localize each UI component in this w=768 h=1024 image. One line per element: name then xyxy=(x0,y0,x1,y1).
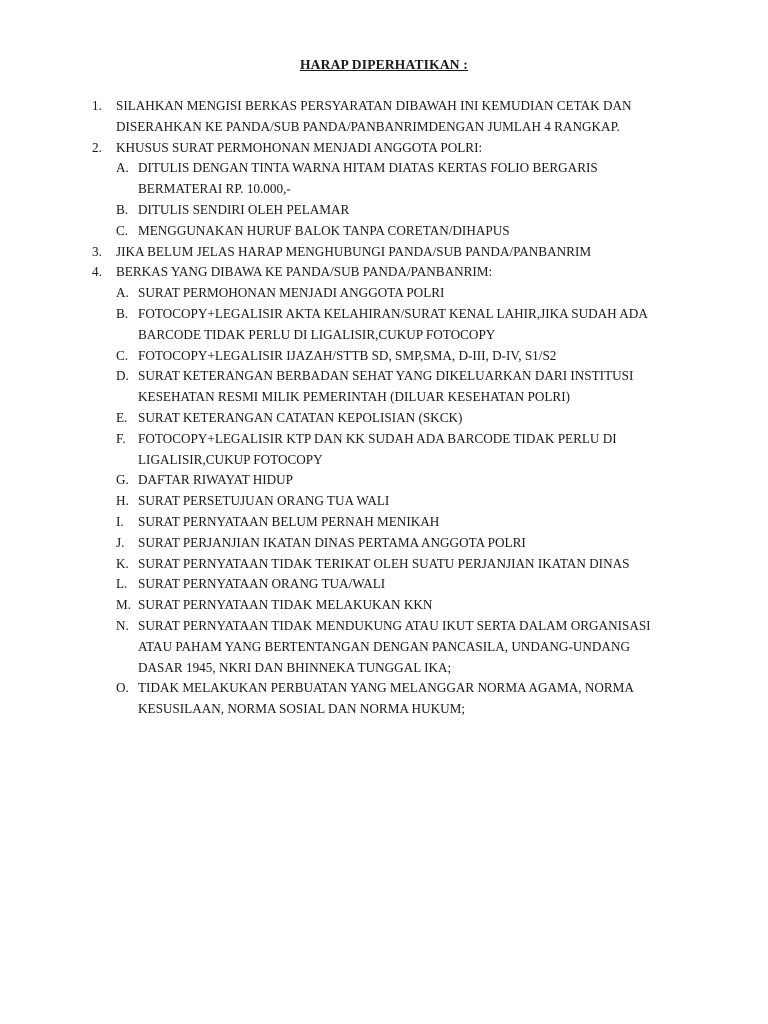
item-text: FOTOCOPY+LEGALISIR IJAZAH/STTB SD, SMP,SMA, D-III, D-IV, S1/S2 xyxy=(138,347,557,363)
numbered-item xyxy=(0,138,768,159)
item-marker: E. xyxy=(116,409,128,425)
numbered-item xyxy=(0,262,768,283)
item-text: DAFTAR RIWAYAT HIDUP xyxy=(138,472,294,488)
item-marker: C. xyxy=(116,347,129,363)
lettered-subitem xyxy=(0,221,768,242)
item-marker: M. xyxy=(116,597,132,613)
item-marker: H. xyxy=(116,493,129,509)
item-marker: A. xyxy=(116,285,129,301)
lettered-subitem xyxy=(0,158,768,200)
item-text: SURAT PERJANJIAN IKATAN DINAS PERTAMA ANGGOTA POLRI xyxy=(138,534,526,550)
item-text: JIKA BELUM JELAS HARAP MENGHUBUNGI PANDA/SUB PANDA/PANBANRIM xyxy=(116,243,592,259)
item-text: BERKAS YANG DIBAWA KE PANDA/SUB PANDA/PANBANRIM: xyxy=(116,264,493,280)
item-text: SURAT PERNYATAAN TIDAK MELAKUKAN KKN xyxy=(138,597,433,613)
item-text: SURAT KETERANGAN CATATAN KEPOLISIAN (SKCK) xyxy=(138,409,463,425)
lettered-subitem xyxy=(0,616,768,678)
lettered-subitem xyxy=(0,346,768,367)
lettered-subitem xyxy=(0,512,768,533)
item-text: DITULIS DENGAN TINTA WARNA HITAM DIATAS KERTAS FOLIO BERGARIS BERMATERAI RP. 10.000,- xyxy=(138,160,598,197)
item-text: FOTOCOPY+LEGALISIR AKTA KELAHIRAN/SURAT KENAL LAHIR,JIKA SUDAH ADA BARCODE TIDAK PERLU DI LIGALISIR,CUKUP FOTOCOPY xyxy=(138,305,648,342)
lettered-subitem xyxy=(0,408,768,429)
lettered-subitem xyxy=(0,678,768,720)
page-title: HARAP DIPERHATIKAN : xyxy=(299,57,468,72)
item-text: SURAT PERNYATAAN TIDAK TERIKAT OLEH SUATU PERJANJIAN IKATAN DINAS xyxy=(138,555,630,571)
requirements-list xyxy=(0,96,768,720)
item-marker: B. xyxy=(116,201,129,217)
item-marker: C. xyxy=(116,222,129,238)
item-marker: A. xyxy=(116,160,129,176)
lettered-subitem xyxy=(0,200,768,221)
item-text: SURAT PERNYATAAN TIDAK MENDUKUNG ATAU IKUT SERTA DALAM ORGANISASI ATAU PAHAM YANG BERTENTANGAN DENGAN PANCASILA, UNDANG-UNDANG DASAR 1945, NKRI DAN BHINNEKA TUNGGAL IKA; xyxy=(138,617,651,675)
lettered-subitem xyxy=(0,595,768,616)
item-text: SURAT PERNYATAAN BELUM PERNAH MENIKAH xyxy=(138,513,440,529)
lettered-subitem xyxy=(0,283,768,304)
item-text: MENGGUNAKAN HURUF BALOK TANPA CORETAN/DIHAPUS xyxy=(138,222,510,238)
lettered-subitem xyxy=(0,533,768,554)
item-marker: N. xyxy=(116,617,129,633)
lettered-subitem xyxy=(0,366,768,408)
item-text: TIDAK MELAKUKAN PERBUATAN YANG MELANGGAR NORMA AGAMA, NORMA KESUSILAAN, NORMA SOSIAL DAN NORMA HUKUM; xyxy=(138,680,634,717)
item-text: SURAT PERSETUJUAN ORANG TUA WALI xyxy=(138,493,390,509)
item-text: SILAHKAN MENGISI BERKAS PERSYARATAN DIBAWAH INI KEMUDIAN CETAK DAN DISERAHKAN KE PANDA/SUB PANDA/PANBANRIMDENGAN JUMLAH 4 RANGKAP. xyxy=(116,98,632,134)
item-marker: B. xyxy=(116,305,129,321)
lettered-subitem xyxy=(0,574,768,595)
lettered-subitem xyxy=(0,429,768,471)
lettered-subitem xyxy=(0,304,768,346)
item-text: SURAT KETERANGAN BERBADAN SEHAT YANG DIKELUARKAN DARI INSTITUSI KESEHATAN RESMI MILIK PEMERINTAH (DILUAR KESEHATAN POLRI) xyxy=(138,368,634,405)
item-marker: L. xyxy=(116,576,128,592)
item-marker: G. xyxy=(116,472,129,488)
item-marker: K. xyxy=(116,555,129,571)
item-text: KHUSUS SURAT PERMOHONAN MENJADI ANGGOTA POLRI: xyxy=(116,139,483,155)
item-text: SURAT PERMOHONAN MENJADI ANGGOTA POLRI xyxy=(138,285,445,301)
lettered-subitem xyxy=(0,554,768,575)
item-marker: 4. xyxy=(92,264,102,280)
item-marker: J. xyxy=(116,534,125,550)
item-text: SURAT PERNYATAAN ORANG TUA/WALI xyxy=(138,576,386,592)
item-text: DITULIS SENDIRI OLEH PELAMAR xyxy=(138,201,350,217)
item-marker: F. xyxy=(116,430,126,446)
item-text: FOTOCOPY+LEGALISIR KTP DAN KK SUDAH ADA BARCODE TIDAK PERLU DI LIGALISIR,CUKUP FOTOCOPY xyxy=(138,430,617,467)
numbered-item xyxy=(0,242,768,263)
numbered-item xyxy=(0,96,768,138)
item-marker: D. xyxy=(116,368,129,384)
item-marker: 3. xyxy=(92,243,102,259)
item-marker: O. xyxy=(116,680,129,696)
item-marker: 1. xyxy=(92,98,102,113)
lettered-subitem xyxy=(0,491,768,512)
item-marker: 2. xyxy=(92,139,102,155)
lettered-subitem xyxy=(0,470,768,491)
item-marker: I. xyxy=(116,513,124,529)
